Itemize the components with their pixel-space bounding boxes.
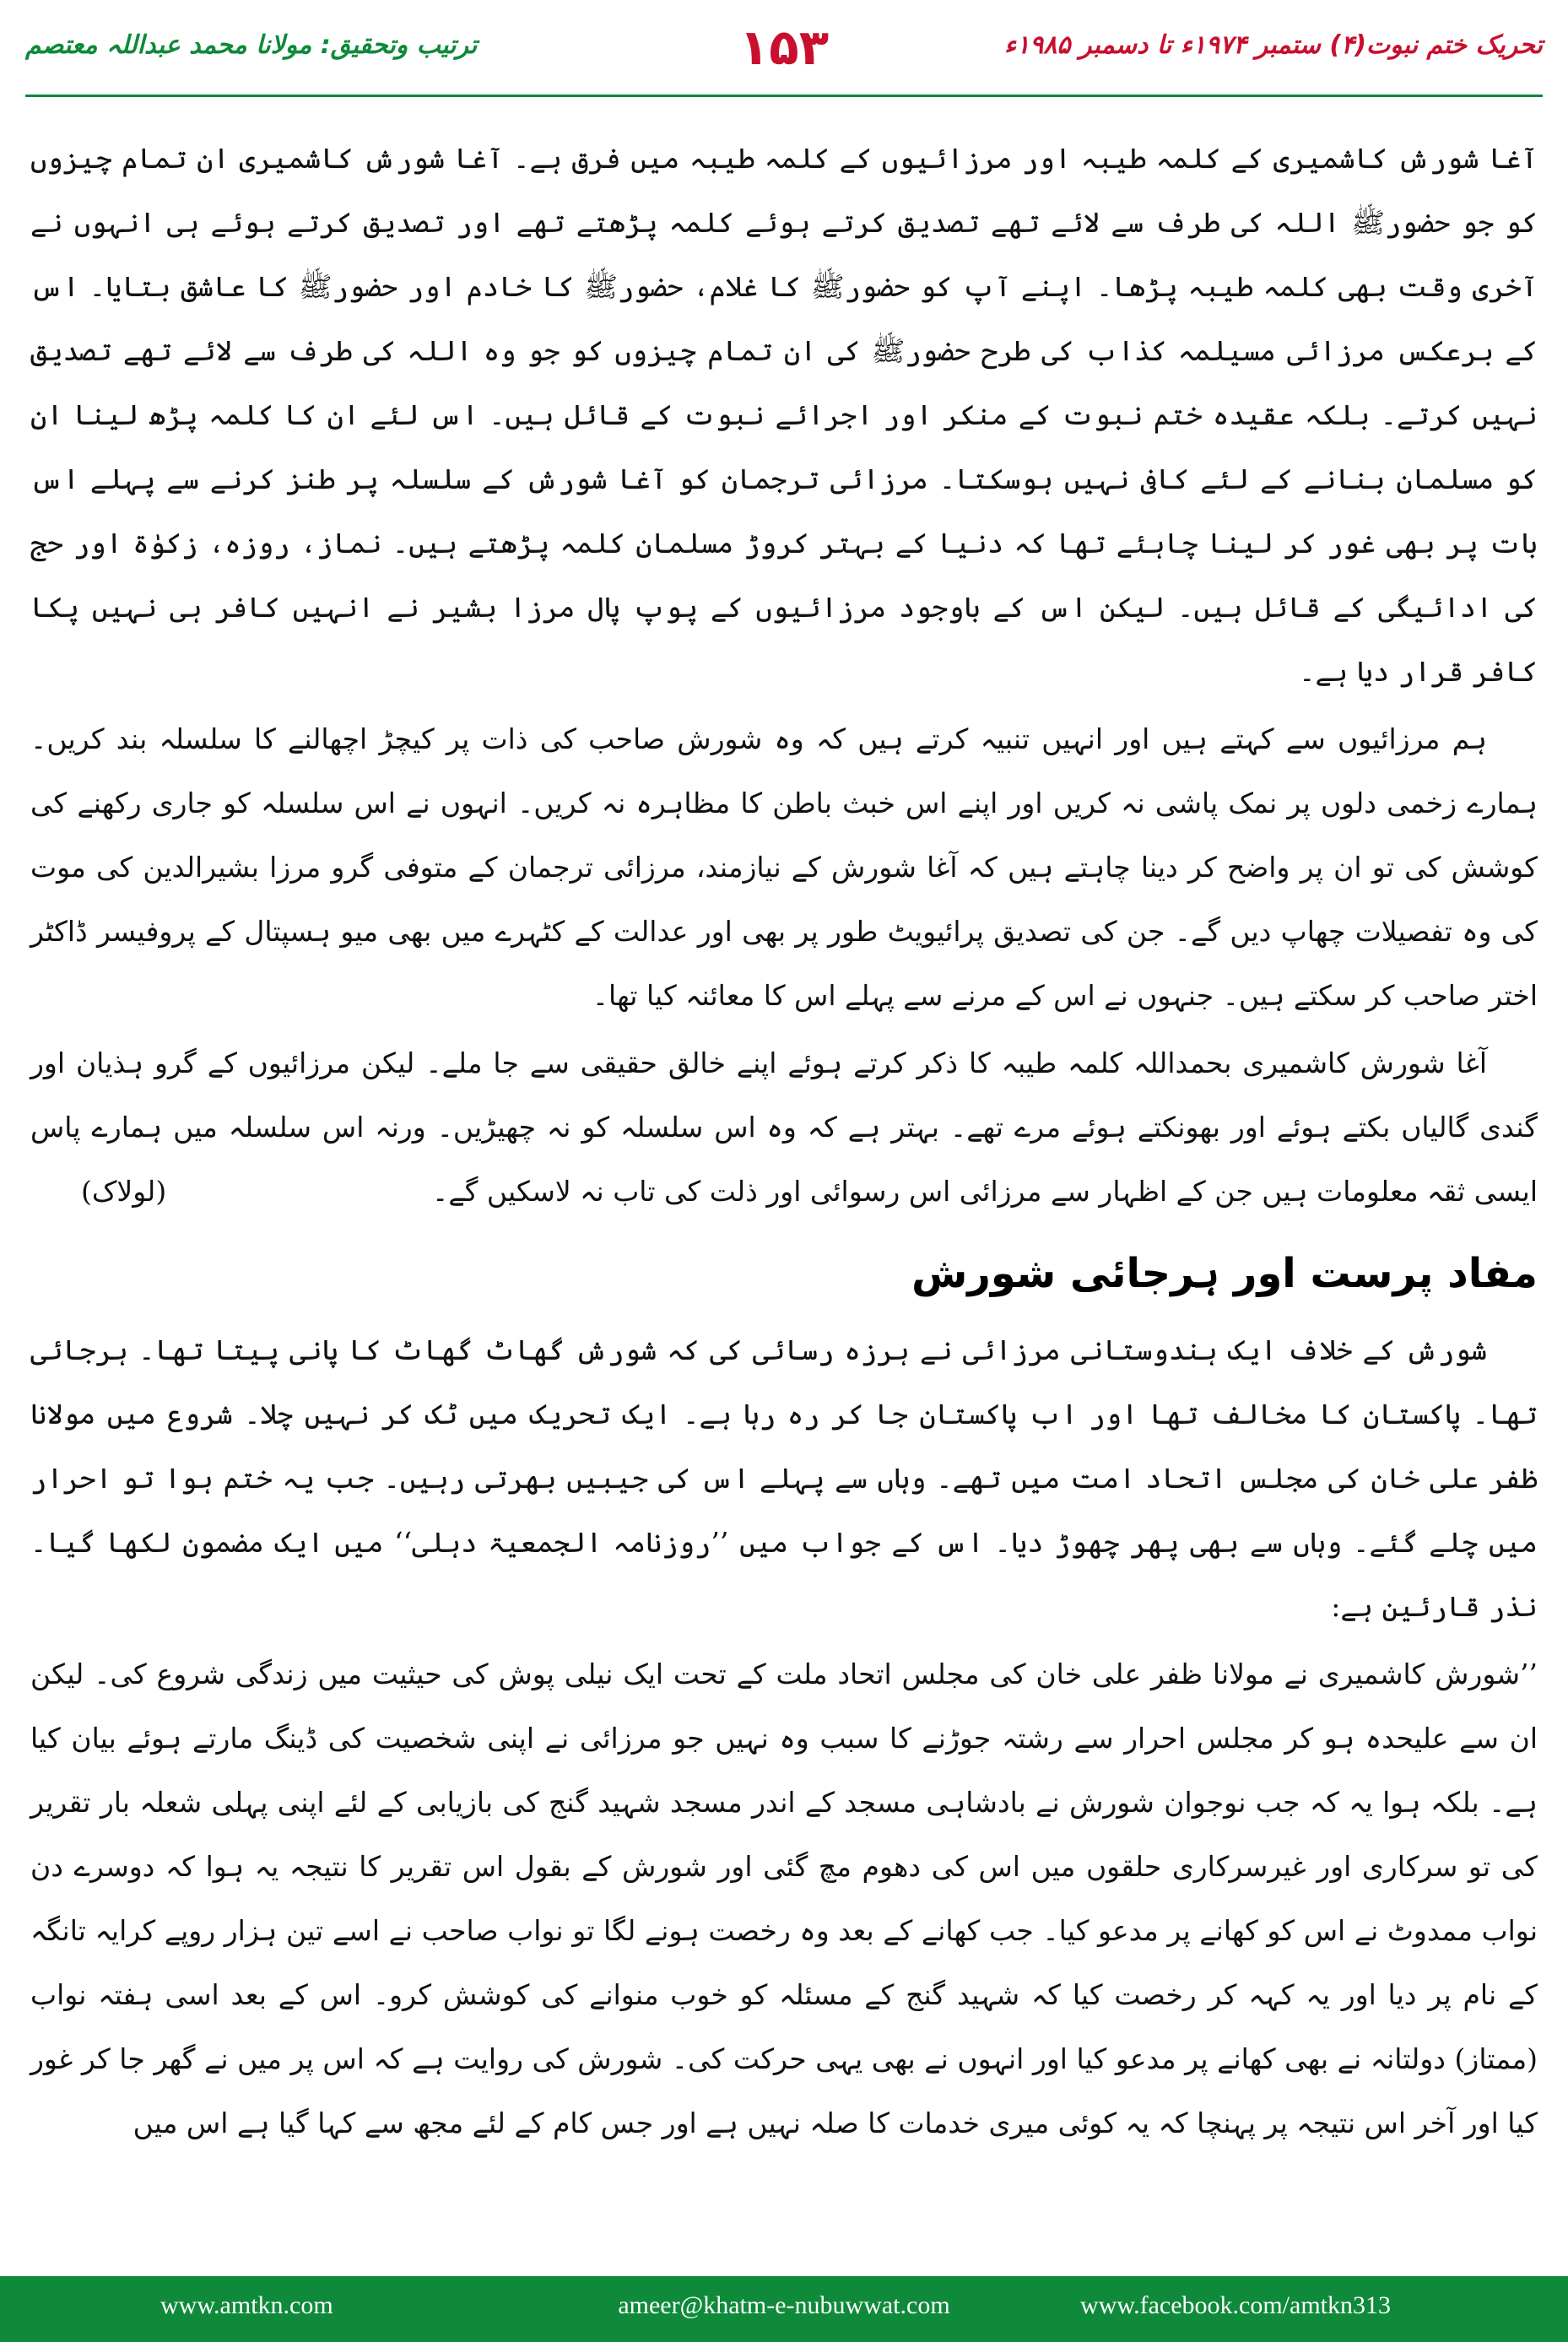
paragraph: آغا شورش کاشمیری کے کلمہ طیبہ اور مرزائیوں کے کلمہ طیبہ میں فرق ہے۔ آغا شورش کاشمیری ان تمام چیزوں کو جو حضورﷺ اللہ کی طرف سے لائے تھے تصدیق کرتے ہوئے کلمہ پڑھتے تھے اور تصدیق کرتے ہوئے ہی انہوں نے آخری وقت بھی کلمہ طیبہ پڑھا۔ اپنے آپ کو حضورﷺ کا غلام، حضورﷺ کا خادم اور حضورﷺ کا عاشق بتایا۔ اس کے برعکس مرزائی مسیلمہ کذاب کی طرح حضورﷺ کی ان تمام چیزوں کو جو وہ اللہ کی طرف سے لائے تھے تصدیق نہیں کرتے۔ بلکہ عقیدہ ختم نبوت کے منکر اور اجرائے نبوت کے قائل ہیں۔ اس لئے ان کا کلمہ پڑھ لینا ان کو مسلمان بنانے کے لئے کافی نہیں ہوسکتا۔ مرزائی ترجمان کو آغا شورش کے سلسلہ پر طنز کرنے سے پہلے اس بات پر بھی غور کر لینا چاہئے تھا کہ دنیا کے بہتر کروڑ مسلمان کلمہ پڑھتے ہیں۔ نماز، روزہ، زکوٰۃ اور حج کی ادائیگی کے قائل ہیں۔ لیکن اس کے باوجود مرزائیوں کے پوپ پال مرزا بشیر نے انہیں کافر ہی نہیں پکا کافر قرار دیا ہے۔	[30, 142, 1538, 688]
header-compiler: ترتیب وتحقیق: مولانا محمد عبداللہ معتصم	[25, 30, 478, 60]
header-divider	[25, 95, 1543, 97]
footer-email-link[interactable]: ameer@khatm-e-nubuwwat.com	[618, 2291, 950, 2319]
footer-facebook-link[interactable]: www.facebook.com/amtkn313	[1080, 2291, 1391, 2319]
header-book-title: تحریک ختم نبوت(۴) ستمبر ۱۹۷۴ء تا دسمبر ۱۹۸۵ء	[1003, 30, 1543, 60]
page-footer	[0, 2276, 1568, 2342]
footer-website-link[interactable]: www.amtkn.com	[160, 2291, 333, 2319]
paragraph: ’’شورش کاشمیری نے مولانا ظفر علی خان کی مجلس اتحاد ملت کے تحت ایک نیلی پوش کی حیثیت میں زندگی شروع کی۔ لیکن ان سے علیحدہ ہو کر مجلس احرار سے رشتہ جوڑنے کا سبب وہ نہیں جو مرزائی نے اپنی شخصیت کی ڈینگ مارتے ہوئے بیان کیا ہے۔ بلکہ ہوا یہ کہ جب نوجوان شورش نے بادشاہی مسجد کے اندر مسجد شہید گنج کی بازیابی کے لئے اپنی پہلی شعلہ بار تقریر کی تو سرکاری اور غیرسرکاری حلقوں میں اس کی دھوم مچ گئی اور شورش کے بقول اس تقریر کا نتیجہ یہ ہوا کہ دوسرے دن نواب ممدوٹ نے اس کو کھانے پر مدعو کیا۔ جب کھانے کے بعد وہ رخصت ہونے لگا تو نواب صاحب نے اسے تین ہزار روپے کرایہ تانگہ کے نام پر دیا اور یہ کہہ کر رخصت کیا کہ شہید گنج کے مسئلہ کو خوب منوانے کی کوشش کرو۔ اس کے بعد اسی ہفتہ نواب (ممتاز) دولتانہ نے بھی کھانے پر مدعو کیا اور انہوں نے بھی یہی حرکت کی۔ شورش کی روایت ہے کہ اس پر میں نے گھر جا کر غور کیا اور آخر اس نتیجہ پر پہنچا کہ یہ کوئی میری خدمات کا صلہ نہیں ہے اور جس کام کے لئے مجھ سے کہا گیا ہے اس میں	[30, 1658, 1538, 2139]
article-body	[30, 127, 1538, 2232]
page-number: ۱۵۳	[738, 19, 830, 76]
source-label: (لولاک)	[81, 1175, 167, 1208]
section-heading: مفاد پرست اور ہرجائی شورش	[911, 1250, 1538, 1297]
paragraph: شورش کے خلاف ایک ہندوستانی مرزائی نے ہرزہ رسائی کی کہ شورش گھاٹ گھاٹ کا پانی پیتا تھا۔ ہرجائی تھا۔ پاکستان کا مخالف تھا اور اب پاکستان جا کر رہ رہا ہے۔ ایک تحریک میں ٹک کر نہیں چلا۔ شروع میں مولانا ظفر علی خان کی مجلس اتحاد امت میں تھے۔ وہاں سے پہلے اس کی جیبیں بھرتی رہیں۔ جب یہ ختم ہوا تو احرار میں چلے گئے۔ وہاں سے بھی پھر چھوڑ دیا۔ اس کے جواب میں ’’روزنامہ الجمعیۃ دہلی‘‘ میں ایک مضمون لکھا گیا۔ نذر قارئین ہے:	[30, 1333, 1538, 1623]
paragraph	[30, 1031, 1538, 1224]
page-header	[25, 19, 1543, 103]
paragraph-text: آغا شورش کاشمیری بحمداللہ کلمہ طیبہ کا ذکر کرتے ہوئے اپنے خالق حقیقی سے جا ملے۔ لیکن مرزائیوں کے گرو ہذیان اور گندی گالیاں بکتے ہوئے اور بھونکتے ہوئے مرے تھے۔ بہتر ہے کہ وہ اس سلسلہ کو نہ چھیڑیں۔ ورنہ اس سلسلہ میں ہمارے پاس ایسی ثقہ معلومات ہیں جن کے اظہار سے مرزائی اس رسوائی اور ذلت کی تاب نہ لاسکیں گے۔	[30, 1047, 1538, 1208]
paragraph: ہم مرزائیوں سے کہتے ہیں اور انہیں تنبیہ کرتے ہیں کہ وہ شورش صاحب کی ذات پر کیچڑ اچھالنے کا سلسلہ بند کریں۔ ہمارے زخمی دلوں پر نمک پاشی نہ کریں اور اپنے اس خبث باطن کا مظاہرہ نہ کریں۔ انہوں نے اس سلسلہ کو جاری رکھنے کی کوشش کی تو ان پر واضح کر دینا چاہتے ہیں کہ آغا شورش کے نیازمند، مرزائی ترجمان کے متوفی گرو مرزا بشیرالدین کی موت کی وہ تفصیلات چھاپ دیں گے۔ جن کی تصدیق پرائیویٹ طور پر بھی اور عدالت کے کٹہرے میں بھی میو ہسپتال کے پروفیسر ڈاکٹر اختر صاحب کر سکتے ہیں۔ جنہوں نے اس کے مرنے سے پہلے اس کا معائنہ کیا تھا۔	[30, 722, 1538, 1012]
